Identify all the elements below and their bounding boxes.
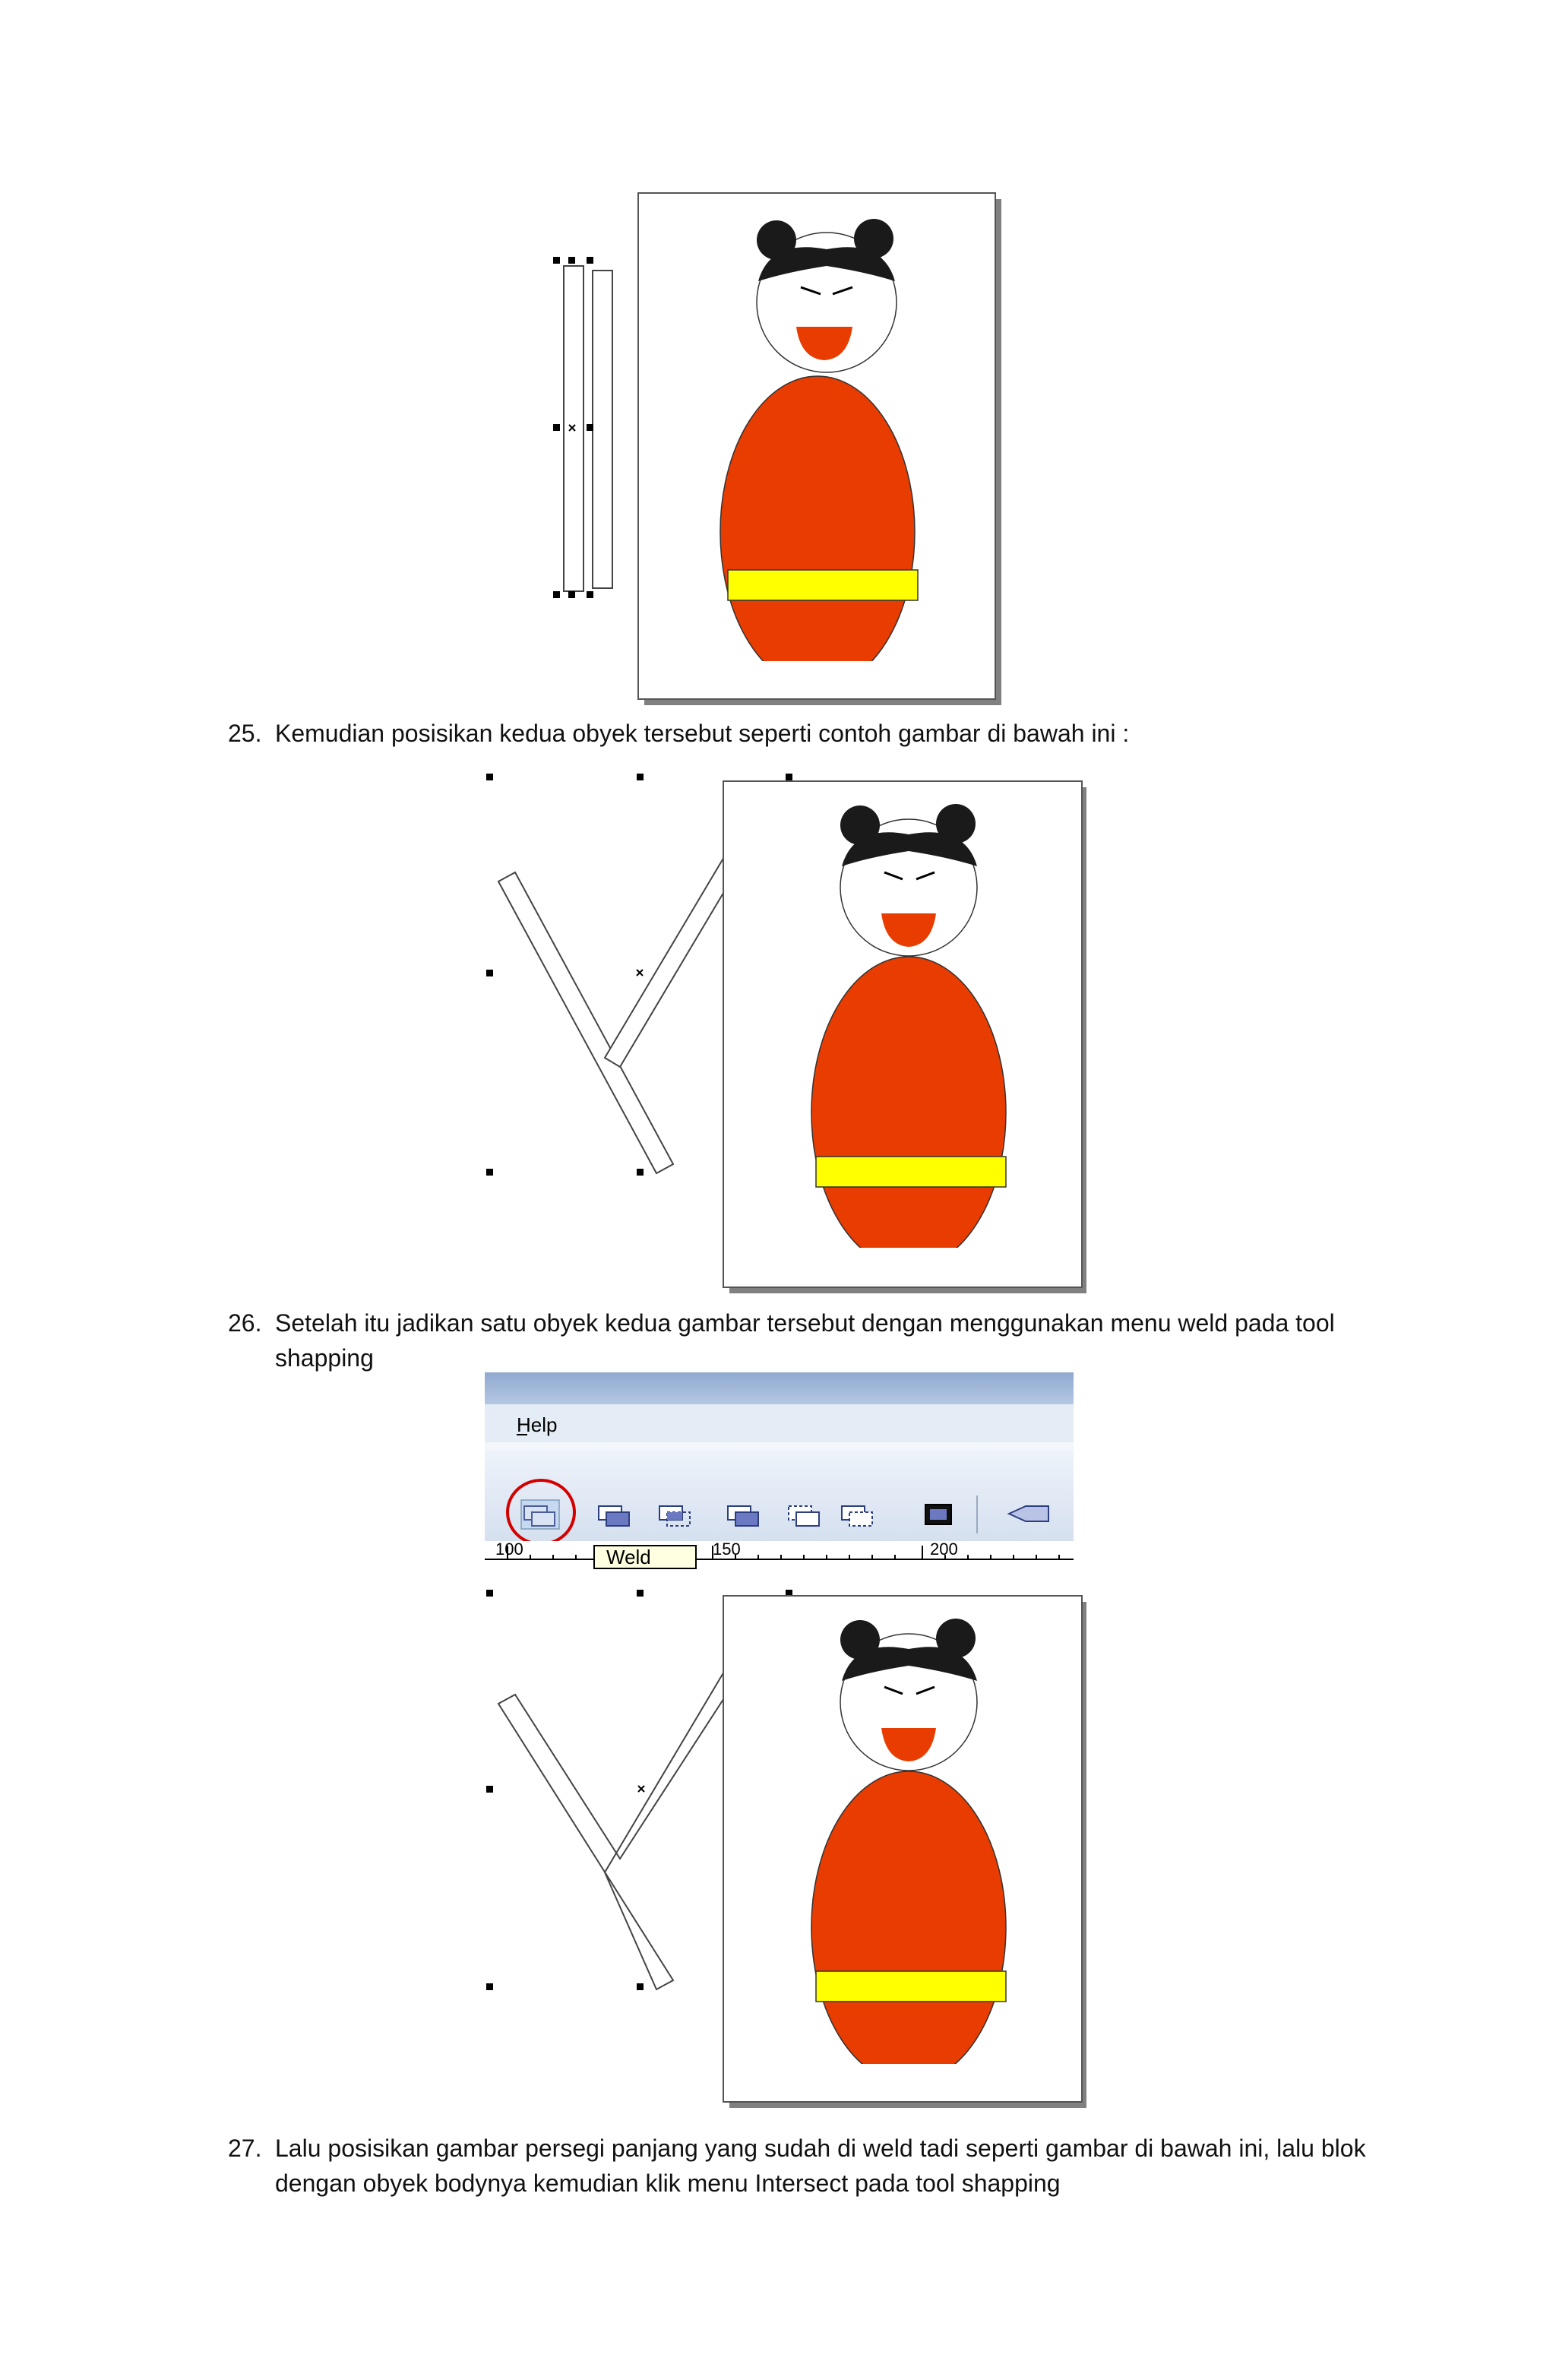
ruler-label-100: 100	[495, 1540, 523, 1559]
step-number: 27.	[228, 2135, 262, 2162]
step-26	[228, 1306, 1383, 1375]
vertical-rectangles[interactable]	[553, 257, 612, 598]
step-text: Lalu posisikan gambar persegi panjang yang sudah di weld tadi seperti gambar di bawah ini, lalu blok dengan obyek bodynya kemudian klik menu Intersect pada tool shapping	[275, 2135, 1366, 2197]
step-number: 25.	[228, 720, 262, 747]
boundary-icon[interactable]	[925, 1505, 951, 1524]
step-text: Setelah itu jadikan satu obyek kedua gambar tersebut dengan menggunakan menu weld pada tool shapping	[275, 1309, 1335, 1372]
ruler-label-150: 150	[713, 1540, 741, 1559]
figure-doll-2	[479, 767, 1086, 1299]
title-bar	[485, 1372, 1074, 1404]
shaping-toolbar-screenshot	[485, 1372, 1074, 1571]
weld-tooltip	[594, 1546, 696, 1568]
ruler-label-200: 200	[930, 1540, 958, 1559]
menu-bar	[485, 1404, 1074, 1442]
svg-text:Weld: Weld	[606, 1546, 651, 1568]
toolbar	[485, 1450, 1074, 1541]
menu-help[interactable]: Help	[517, 1413, 558, 1436]
figure-doll-1	[532, 190, 1010, 714]
step-number: 26.	[228, 1309, 262, 1337]
step-text: Kemudian posisikan kedua obyek tersebut seperti contoh gambar di bawah ini :	[275, 720, 1130, 747]
ruler	[485, 1541, 1074, 1571]
step-25	[228, 716, 1383, 751]
step-27	[228, 2131, 1383, 2201]
figure-doll-3	[479, 1582, 1086, 2114]
weld-button[interactable]	[521, 1500, 559, 1529]
